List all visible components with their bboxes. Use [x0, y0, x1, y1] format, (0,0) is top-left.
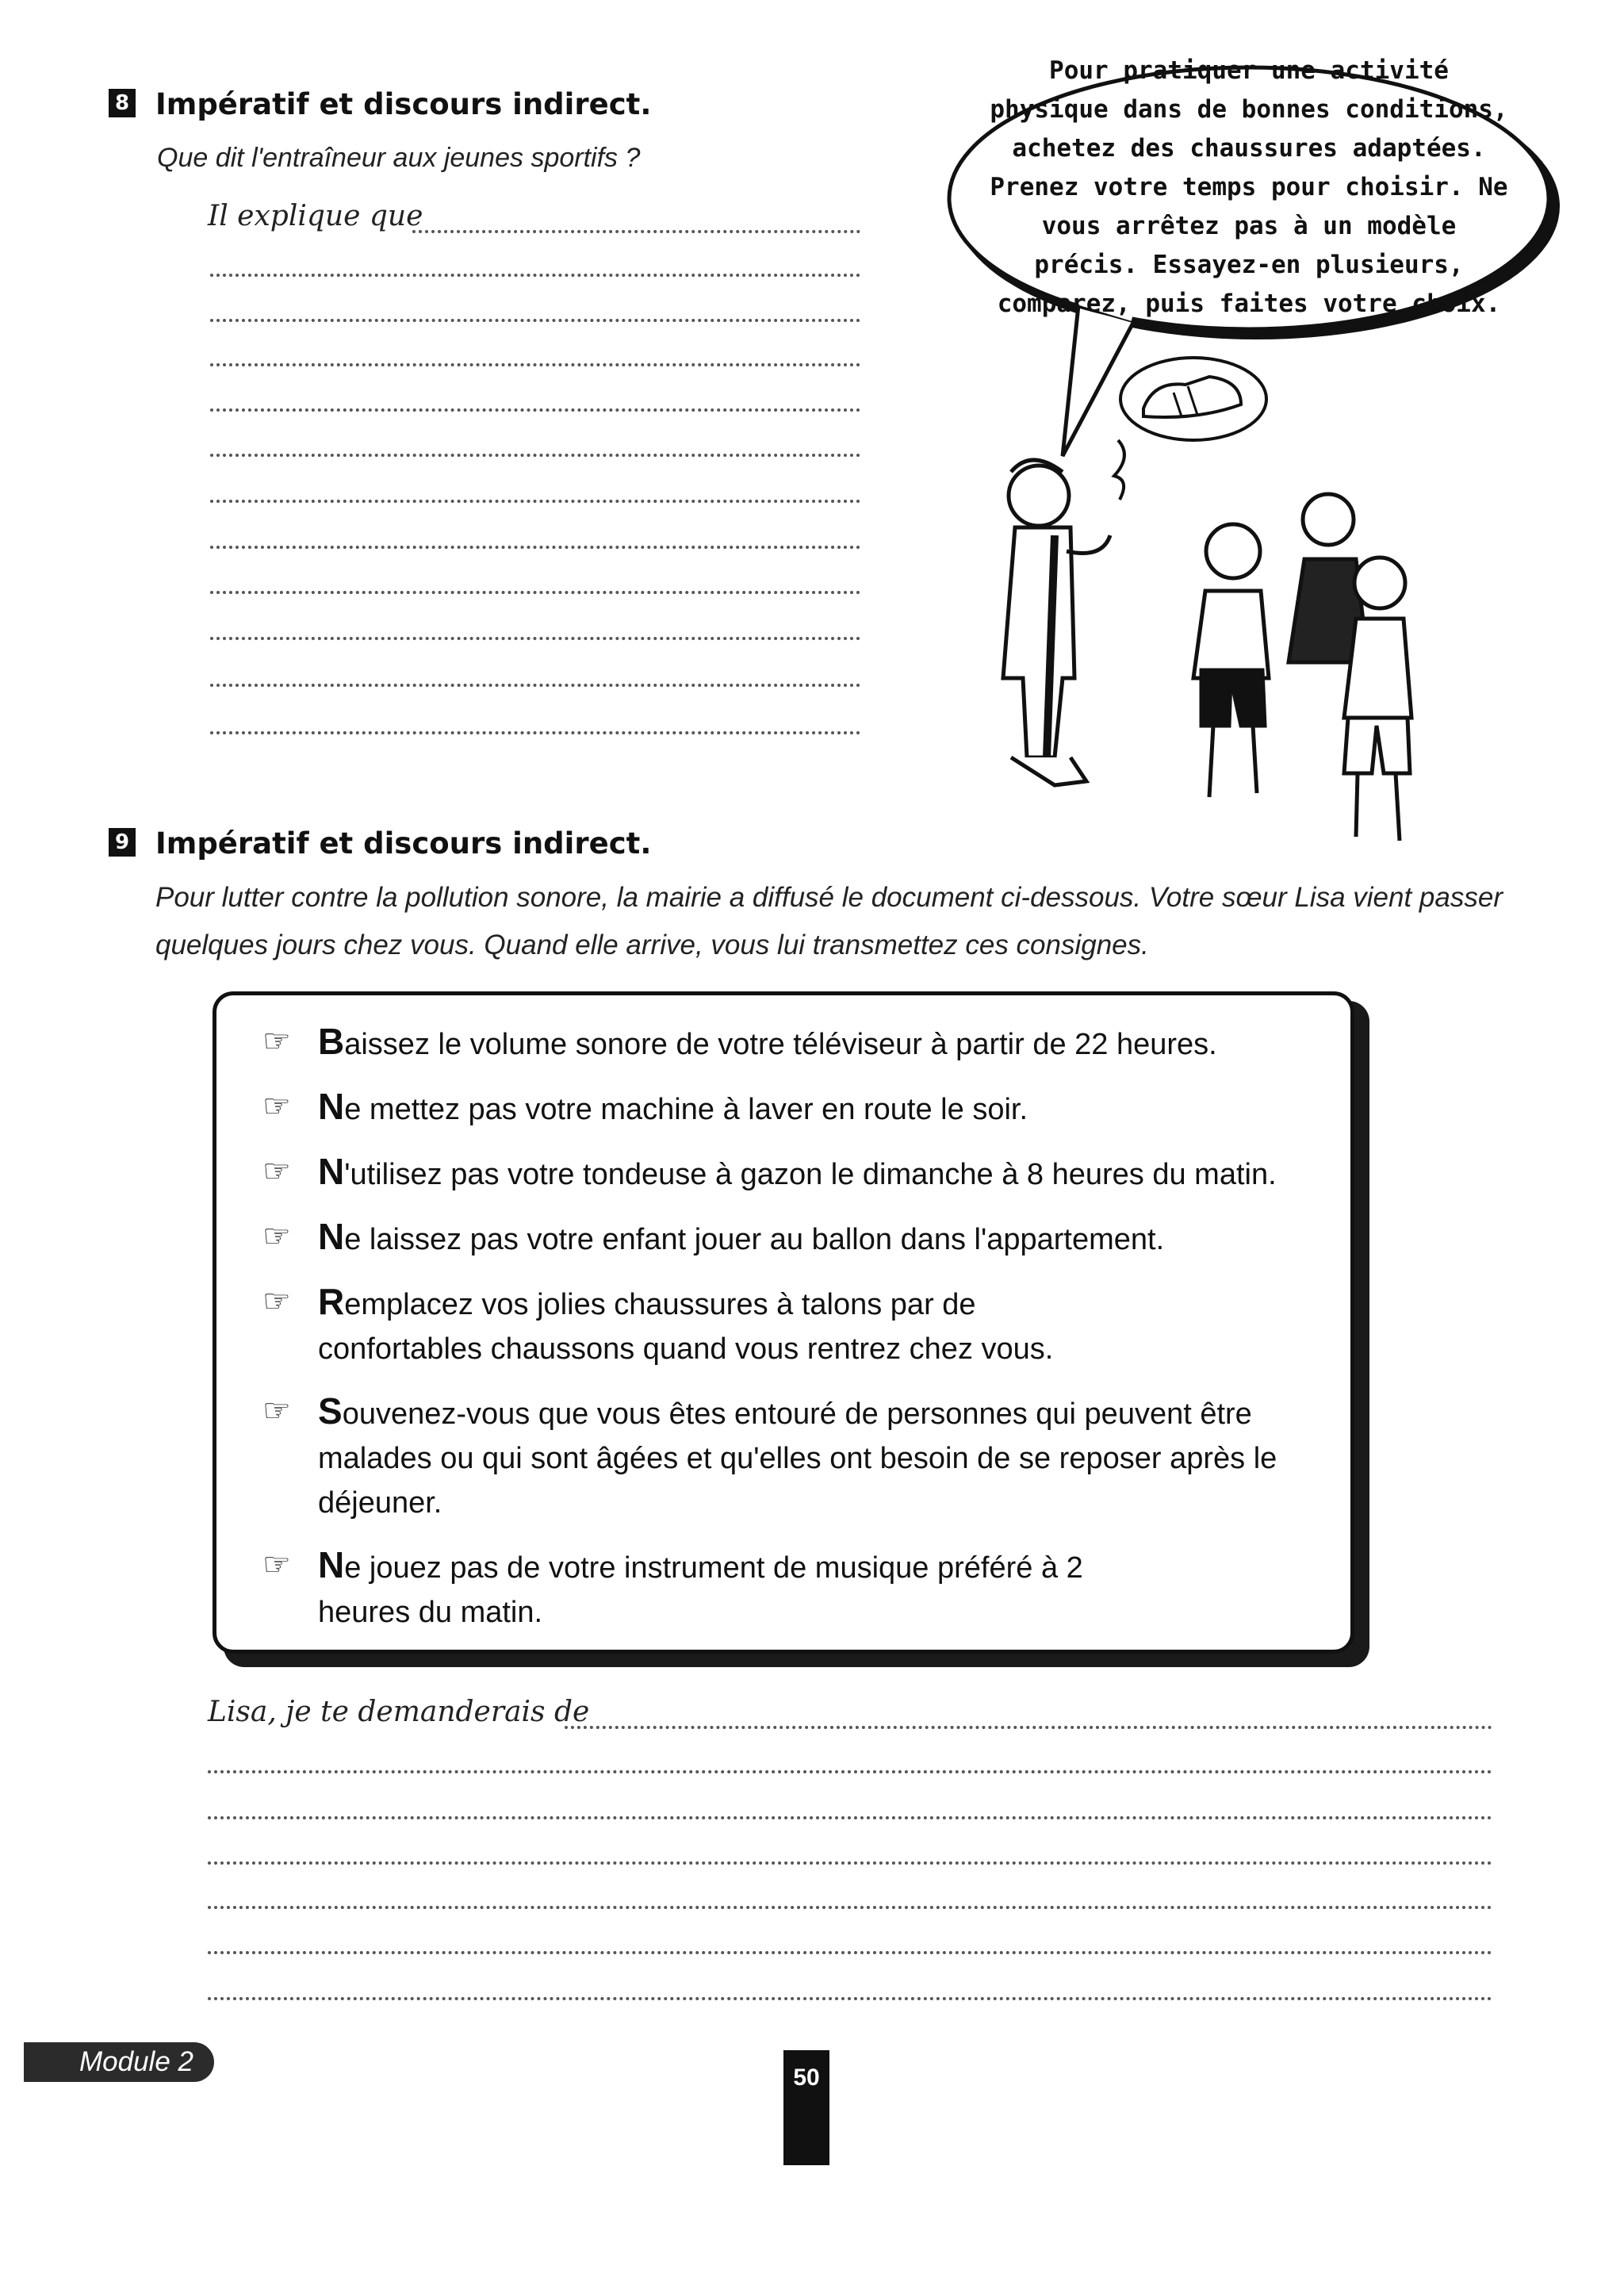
answer-line[interactable]	[208, 1770, 1492, 1773]
answer-line[interactable]	[210, 546, 860, 549]
rule-initial: B	[318, 1021, 345, 1062]
rule-text: emplacez vos jolies chaussures à talons par de confortables chaussons quand vous rentrez chez vous.	[318, 1288, 1054, 1366]
answer-line[interactable]	[210, 319, 860, 322]
rule-text: e jouez pas de votre instrument de musique préféré à 2 heures du matin.	[318, 1551, 1083, 1629]
exercise-8-number: 8	[109, 89, 136, 117]
pointing-hand-icon: ☞	[262, 1089, 291, 1124]
rule-initial: S	[318, 1390, 343, 1432]
answer-line[interactable]	[210, 591, 860, 594]
pointing-hand-icon: ☞	[262, 1219, 291, 1254]
rules-box	[213, 991, 1354, 1654]
pointing-hand-icon: ☞	[262, 1394, 291, 1428]
coach-speech-bubble-text: Pour pratiquer une activité physique dans de bonnes conditions, achetez des chaussures adaptées. Prenez votre temps pour choisir. Ne vous arrêtez pas à un modèle précis. Essayez-en plusieurs, comparez, puis faites votre choix.	[990, 56, 1508, 318]
rule-item	[262, 1389, 1293, 1525]
rule-initial: N	[318, 1086, 345, 1127]
rule-item	[262, 1279, 1135, 1371]
answer-line[interactable]	[208, 1997, 1492, 2000]
answer-line[interactable]	[210, 363, 860, 366]
exercise-9-answer-start: Lisa, je te demanderais de	[208, 1696, 590, 1728]
rule-item	[262, 1214, 1325, 1262]
answer-line[interactable]	[210, 454, 860, 457]
answer-line[interactable]	[210, 274, 860, 277]
pointing-hand-icon: ☞	[262, 1024, 291, 1059]
rules-list	[262, 1019, 1325, 1635]
rule-text: ouvenez-vous que vous êtes entouré de personnes qui peuvent être malades ou qui sont âgées et qu'elles ont besoin de se reposer après le déjeuner.	[318, 1397, 1277, 1520]
rule-initial: N	[318, 1544, 345, 1585]
exercise-8-subtitle: Que dit l'entraîneur aux jeunes sportifs ?	[157, 143, 641, 173]
answer-line[interactable]	[208, 1951, 1492, 1954]
rule-text: 'utilisez pas votre tondeuse à gazon le dimanche à 8 heures du matin.	[344, 1158, 1277, 1191]
exercise-9-title: Impératif et discours indirect.	[155, 826, 652, 861]
exercise-9-instruction: Pour lutter contre la pollution sonore, la mairie a diffusé le document ci-dessous. Votre sœur Lisa vient passer quelques jours chez vous. Quand elle arrive, vous lui transmettez ces consignes.	[155, 882, 1503, 960]
rule-item	[262, 1019, 1325, 1067]
pointing-hand-icon: ☞	[262, 1547, 291, 1582]
answer-line[interactable]	[210, 637, 860, 640]
answer-line[interactable]	[565, 1726, 1492, 1729]
exercise-9-number: 9	[109, 828, 136, 857]
answer-line[interactable]	[412, 230, 860, 233]
answer-line[interactable]	[210, 684, 860, 687]
rule-item	[262, 1149, 1325, 1197]
rule-text: e mettez pas votre machine à laver en route le soir.	[344, 1093, 1028, 1126]
answer-line[interactable]	[208, 1816, 1492, 1819]
rule-item	[262, 1084, 1325, 1132]
rule-item	[262, 1543, 1174, 1635]
rule-text: aissez le volume sonore de votre téléviseur à partir de 22 heures.	[344, 1028, 1217, 1061]
page-number: 50	[783, 2050, 829, 2165]
exercise-8-title: Impératif et discours indirect.	[155, 87, 652, 121]
pointing-hand-icon: ☞	[262, 1284, 291, 1319]
answer-line[interactable]	[210, 500, 860, 503]
module-tab: Module 2	[24, 2042, 214, 2082]
answer-line[interactable]	[210, 408, 860, 412]
pointing-hand-icon: ☞	[262, 1154, 291, 1189]
answer-line[interactable]	[208, 1906, 1492, 1909]
rule-initial: R	[318, 1281, 345, 1322]
rule-initial: N	[318, 1151, 345, 1192]
answer-line[interactable]	[210, 731, 860, 734]
rule-initial: N	[318, 1216, 345, 1257]
exercise-8-answer-start: Il explique que	[208, 200, 423, 232]
rule-text: e laissez pas votre enfant jouer au ballon dans l'appartement.	[344, 1223, 1165, 1256]
answer-line[interactable]	[208, 1861, 1492, 1865]
